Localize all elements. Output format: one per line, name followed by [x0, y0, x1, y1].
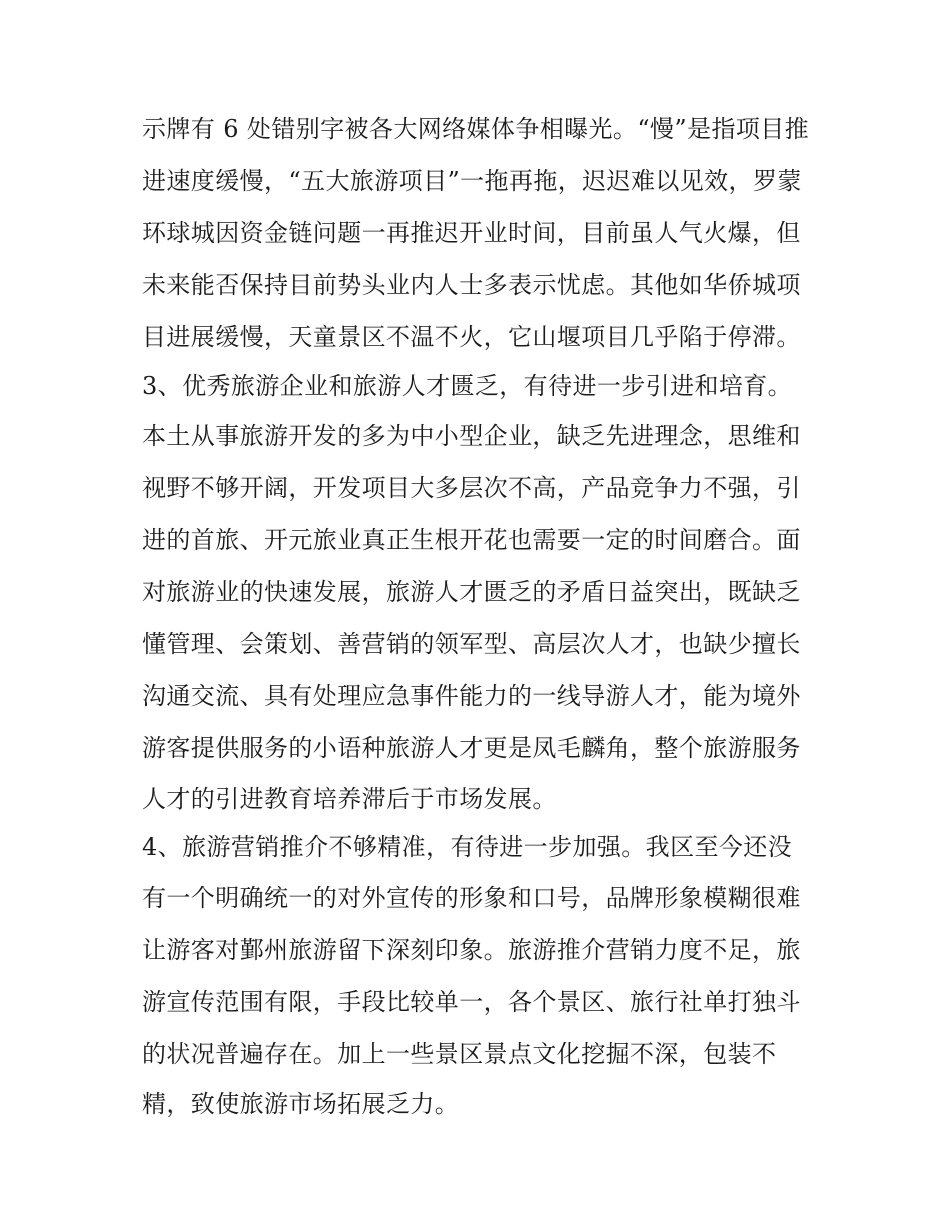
- text-line: 本土从事旅游开发的多为中小型企业，缺乏先进理念，思维和: [142, 422, 801, 450]
- section-heading-3: 3、优秀旅游企业和旅游人才匮乏，有待进一步引进和培育。: [142, 372, 793, 400]
- text-line: 对旅游业的快速发展，旅游人才匮乏的矛盾日益突出，既缺乏: [142, 578, 801, 606]
- text-line: 有一个明确统一的对外宣传的形象和口号，品牌形象模糊很难: [142, 884, 801, 912]
- text-line: 的状况普遍存在。加上一些景区景点文化挖掘不深，包装不: [142, 1040, 777, 1068]
- text-line: 游客提供服务的小语种旅游人才更是凤毛麟角，整个旅游服务: [142, 734, 801, 762]
- text-line: 环球城因资金链问题一再推迟开业时间，目前虽人气火爆，但: [142, 219, 801, 247]
- text-line: 进的首旅、开元旅业真正生根开花也需要一定的时间磨合。面: [142, 526, 801, 554]
- text-line: 未来能否保持目前势头业内人士多表示忧虑。其他如华侨城项: [142, 271, 801, 299]
- text-line: 进速度缓慢，“五大旅游项目”一拖再拖，迟迟难以见效，罗蒙: [142, 167, 802, 195]
- text-line: 人才的引进教育培养滞后于市场发展。: [142, 785, 557, 813]
- text-line: 懂管理、会策划、善营销的领军型、高层次人才，也缺少擅长: [142, 630, 801, 658]
- text-line: 游宣传范围有限，手段比较单一，各个景区、旅行社单打独斗: [142, 988, 801, 1016]
- text-line: 让游客对鄞州旅游留下深刻印象。旅游推介营销力度不足，旅: [142, 936, 801, 964]
- text-line: 目进展缓慢，天童景区不温不火，它山堰项目几乎陷于停滞。: [142, 323, 801, 351]
- text-line: 视野不够开阔，开发项目大多层次不高，产品竞争力不强，引: [142, 474, 801, 502]
- text-line: 精，致使旅游市场拓展乏力。: [142, 1090, 460, 1118]
- text-line: 沟通交流、具有处理应急事件能力的一线导游人才，能为境外: [142, 682, 801, 710]
- text-line: 示牌有 6 处错别字被各大网络媒体争相曝光。“慢”是指项目推: [142, 115, 810, 143]
- section-heading-4: 4、旅游营销推介不够精准，有待进一步加强。我区至今还没: [142, 833, 793, 861]
